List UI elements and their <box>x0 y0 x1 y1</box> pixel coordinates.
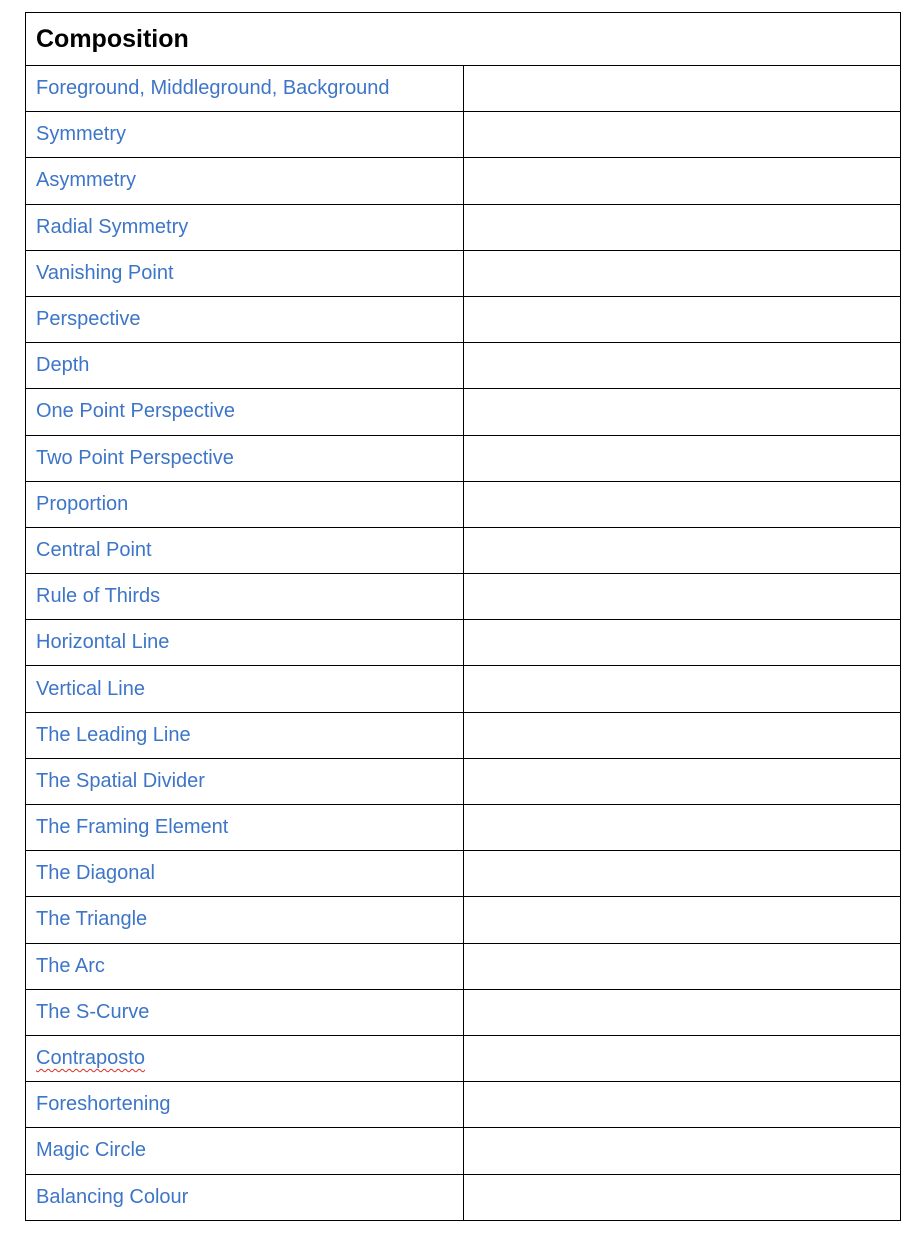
answer-cell[interactable] <box>463 343 901 389</box>
answer-cell[interactable] <box>463 1174 901 1220</box>
term-link[interactable]: The Leading Line <box>36 723 191 746</box>
term-link[interactable]: The S-Curve <box>36 1000 150 1023</box>
answer-cell[interactable] <box>463 204 901 250</box>
table-row <box>26 204 901 250</box>
answer-cell[interactable] <box>463 527 901 573</box>
answer-cell[interactable] <box>463 389 901 435</box>
term-link[interactable]: Proportion <box>36 492 129 515</box>
term-cell[interactable] <box>26 204 464 250</box>
table-row <box>26 712 901 758</box>
answer-cell[interactable] <box>463 943 901 989</box>
answer-cell[interactable] <box>463 805 901 851</box>
term-cell[interactable] <box>26 158 464 204</box>
table-row <box>26 481 901 527</box>
term-link[interactable]: Contraposto <box>36 1047 145 1070</box>
term-cell[interactable] <box>26 574 464 620</box>
table-row <box>26 435 901 481</box>
table-row <box>26 250 901 296</box>
term-cell[interactable] <box>26 481 464 527</box>
term-link[interactable]: Vanishing Point <box>36 261 174 284</box>
term-cell[interactable] <box>26 943 464 989</box>
table-row <box>26 527 901 573</box>
term-cell[interactable] <box>26 758 464 804</box>
term-link[interactable]: Horizontal Line <box>36 631 170 654</box>
term-link[interactable]: Two Point Perspective <box>36 446 234 469</box>
answer-cell[interactable] <box>463 851 901 897</box>
answer-cell[interactable] <box>463 574 901 620</box>
table-title: Composition <box>26 13 901 66</box>
term-cell[interactable] <box>26 897 464 943</box>
table-row <box>26 851 901 897</box>
answer-cell[interactable] <box>463 481 901 527</box>
term-cell[interactable] <box>26 66 464 112</box>
answer-cell[interactable] <box>463 296 901 342</box>
table-row <box>26 574 901 620</box>
term-cell[interactable] <box>26 112 464 158</box>
table-row <box>26 943 901 989</box>
composition-table <box>25 12 901 1221</box>
term-cell[interactable] <box>26 712 464 758</box>
term-cell[interactable] <box>26 250 464 296</box>
term-link[interactable]: Vertical Line <box>36 677 145 700</box>
term-link[interactable]: Asymmetry <box>36 169 136 192</box>
term-cell[interactable] <box>26 1082 464 1128</box>
term-link[interactable]: Central Point <box>36 538 152 561</box>
answer-cell[interactable] <box>463 620 901 666</box>
term-cell[interactable] <box>26 1174 464 1220</box>
term-cell[interactable] <box>26 620 464 666</box>
term-link[interactable]: The Arc <box>36 954 105 977</box>
term-cell[interactable] <box>26 1128 464 1174</box>
answer-cell[interactable] <box>463 897 901 943</box>
term-cell[interactable] <box>26 389 464 435</box>
term-cell[interactable] <box>26 805 464 851</box>
table-row <box>26 296 901 342</box>
answer-cell[interactable] <box>463 758 901 804</box>
table-row <box>26 1082 901 1128</box>
term-link[interactable]: Magic Circle <box>36 1139 147 1162</box>
term-link[interactable]: Symmetry <box>36 123 126 146</box>
term-link[interactable]: Depth <box>36 354 90 377</box>
answer-cell[interactable] <box>463 712 901 758</box>
answer-cell[interactable] <box>463 1128 901 1174</box>
table-row <box>26 758 901 804</box>
answer-cell[interactable] <box>463 250 901 296</box>
term-cell[interactable] <box>26 343 464 389</box>
term-cell[interactable] <box>26 296 464 342</box>
table-row <box>26 66 901 112</box>
term-link[interactable]: The Framing Element <box>36 816 229 839</box>
term-cell[interactable] <box>26 851 464 897</box>
table-row <box>26 805 901 851</box>
term-link[interactable]: The Spatial Divider <box>36 769 205 792</box>
table-row <box>26 1174 901 1220</box>
table-header-row <box>26 13 901 66</box>
table-row <box>26 666 901 712</box>
answer-cell[interactable] <box>463 158 901 204</box>
table-row <box>26 989 901 1035</box>
term-cell[interactable] <box>26 989 464 1035</box>
table-row <box>26 343 901 389</box>
answer-cell[interactable] <box>463 1082 901 1128</box>
answer-cell[interactable] <box>463 989 901 1035</box>
term-link[interactable]: One Point Perspective <box>36 400 235 423</box>
term-link[interactable]: The Triangle <box>36 908 148 931</box>
answer-cell[interactable] <box>463 66 901 112</box>
table-row <box>26 897 901 943</box>
term-link[interactable]: Rule of Thirds <box>36 585 161 608</box>
answer-cell[interactable] <box>463 1035 901 1081</box>
term-link[interactable]: Foreshortening <box>36 1093 171 1116</box>
answer-cell[interactable] <box>463 666 901 712</box>
table-row <box>26 620 901 666</box>
term-cell[interactable] <box>26 435 464 481</box>
term-link[interactable]: Foreground, Middleground, Background <box>36 77 390 100</box>
table-row <box>26 389 901 435</box>
term-link[interactable]: Balancing Colour <box>36 1185 189 1208</box>
term-link[interactable]: Radial Symmetry <box>36 215 189 238</box>
term-cell[interactable] <box>26 1035 464 1081</box>
term-link[interactable]: The Diagonal <box>36 862 155 885</box>
term-cell[interactable] <box>26 527 464 573</box>
answer-cell[interactable] <box>463 112 901 158</box>
table-row <box>26 1128 901 1174</box>
term-link[interactable]: Perspective <box>36 308 141 331</box>
term-cell[interactable] <box>26 666 464 712</box>
answer-cell[interactable] <box>463 435 901 481</box>
table-row <box>26 158 901 204</box>
table-row <box>26 112 901 158</box>
table-row <box>26 1035 901 1081</box>
